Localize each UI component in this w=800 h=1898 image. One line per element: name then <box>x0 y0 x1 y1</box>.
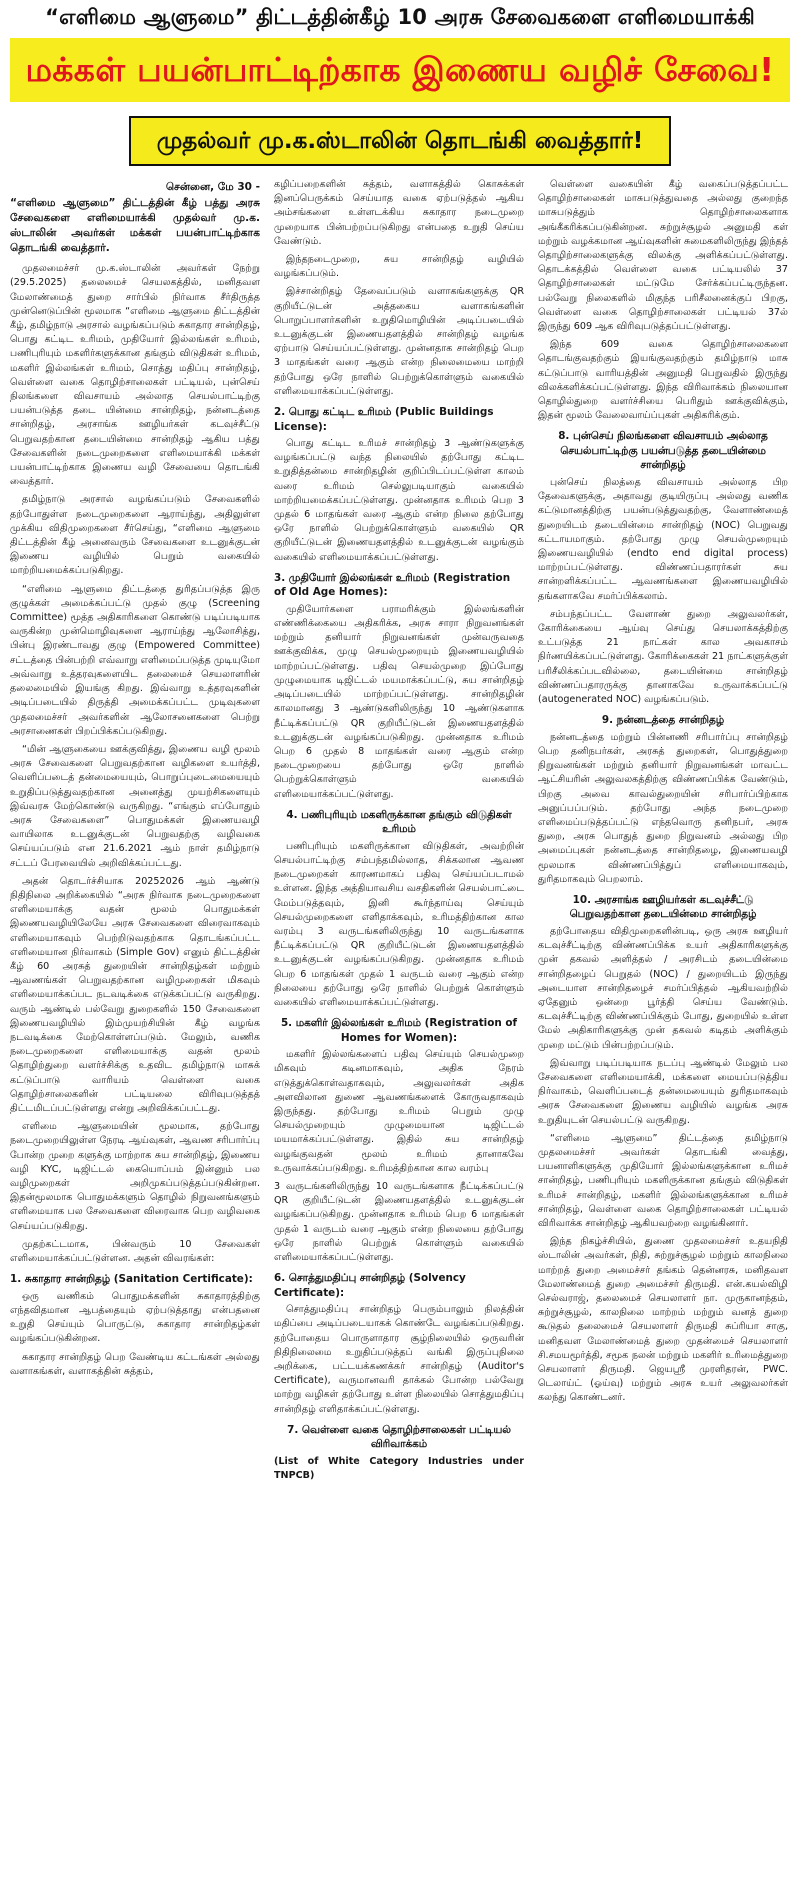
section-heading: 2. பொது கட்டிட உரிமம் (Public Buildings License): <box>274 406 494 433</box>
paragraph: கழிப்பறைகளின் சுத்தம், வளாகத்தில் கொசுக்கள் இனப்பெருக்கம் செய்யாத வகை ஏற்படுத்தல் ஆகிய அம்சங்களை உள்ளடக்கிய சுகாதார நடைமுறை முறையாக பின்பற்றப்படுகிறது என்பதை உறுதி செய்ய வேண்டும். <box>274 179 524 247</box>
paragraph: இந்தநடைமுறை, சுய சான்றிதழ் வழியில் வழங்கப்படும். <box>274 254 524 280</box>
paragraph: சம்பந்தப்பட்ட வேளாண் துறை அலுவலர்கள், கோரிக்கையை ஆய்வு செய்து செயலாக்கத்திற்கு உட்படுத்த 21 நாட்கள் கால அவகாசம் நிர்ணயிக்கப்பட்டுள்ளது. கோரிக்கைகள் 21 நாட்களுக்குள் பரிசீலிக்கப்படவில்லை, தடையின்மை சான்றிதழ் விண்ணப்பதாரருக்கு தானாகவே உருவாக்கப்பட்டு (autogenerated NOC) வழங்கப்படும். <box>538 608 788 705</box>
lead-paragraph: “எளிமை ஆளுமை” திட்டத்தின் கீழ் பத்து அரசு சேவைகளை எளிமையாக்கி முதல்வர் மு.க. ஸ்டாலின் அவர்கள் மக்கள் பயன்பாட்டிற்காக தொடங்கி வைத்தார். <box>10 197 260 255</box>
paragraph: பொது கட்டிட உரிமச் சான்றிதழ் 3 ஆண்டுகளுக்கு வழங்கப்பட்டு வந்த நிலையில் தற்போது கட்டிட உறுதித்தன்மை சான்றிதழின் குறிப்பிடப்பட்டுள்ள காலம் வரை உரிமம் செல்லுபடியாகும் வகையில் மாற்றியமைக்கப்பட்டுள்ளது. முன்னதாக உரிமம் பெற 3 முதல் 6 மாதங்கள் வரை ஆகும் என்ற நிலை தற்போது ஒரே நாளில் பெற்றுக்கொள்ளும் வகையில் QR குறியீட்டுடன் இணையதளத்தில் உடனுக்குடன் வழங்கும் வகையில் எளிமையாக்கப்பட்டுள்ளது. <box>274 438 524 563</box>
paragraph: தமிழ்நாடு அரசால் வழங்கப்படும் சேவைகளில் தற்போதுள்ள நடைமுறைகளை ஆராய்ந்து, அதிலுள்ள முக்கிய விதிமுறைகளை சீர்செய்து, “எளிமை ஆளுமை திட்டத்தின் கீழ் அனைவரும் சேவைகளை உடனுக்குடன் இணைய வழியில் பெறும் வகையில் மாற்றியமைக்கப்படுகிறது. <box>10 494 260 577</box>
article-columns <box>10 178 790 1890</box>
paragraph: முதலமைச்சர் மு.க.ஸ்டாலின் அவர்கள் நேற்று (29.5.2025) தலைமைச் செயலகத்தில், மனிதவள மேலாண்மைத் துறை சார்பில் நிர்வாக சீர்திருத்த முன்னெடுப்பின் மூலமாக “எளிமை ஆளுமை திட்டத்தின் கீழ், தமிழ்நாடு அரசால் வழங்கப்படும் சுகாதார சான்றிதழ், பொது கட்டிட உரிமம், முதியோர் இல்லங்கள் உரிமம், பணிபுரியும் மகளிர்களுக்கான தங்கும் விடுதிகள் உரிமம், மகளிர் இல்லங்கள் உரிமம், சொத்து மதிப்பு சான்றிதழ், வெள்ளை வகை தொழிற்சாலைகள் பட்டியல், புன்செய் நிலங்களை விவசாயம் அல்லாத செயல்பாட்டிற்கு பயன்படுத்த தடை யின்மை சான்றிதழ், நன்னடத்தை சான்றிதழ், அரசாங்க ஊழியர்கள் கடவுச்சீட்டு பெறுவதற்கான தடையின்மை சான்றிதழ் ஆகிய பத்து சேவைகளின் நடைமுறைகளை எளிமையாக்கி மக்கள் பயன்பாட்டிற்காக இணைய வழி சேவையை தொடங்கி வைத்தார். <box>10 263 260 488</box>
paragraph: “எளிமை ஆளுமை” திட்டத்தை தமிழ்நாடு முதலமைச்சர் அவர்கள் தொடங்கி வைத்து, பயனாளிகளுக்கு முதியோர் இல்லங்களுக்கான உரிமச் சான்றிதழ், பணிபுரியும் மகளிருக்கான தங்கும் விடுதிகள் உரிமச் சான்றிதழ், மகளிர் இல்லங்களுக்கான உரிமச் சான்றிதழ், வெள்ளை வகை தொழிற்சாலைகள் பட்டியல் விரிவாக்க சான்றிதழ் ஆகியவற்றை வழங்கினார். <box>538 1132 788 1229</box>
paragraph: சுகாதார சான்றிதழ் பெற வேண்டிய கட்டங்கள் அல்லது வளாகங்கள், வளாகத்தின் சுத்தம், <box>10 1351 260 1377</box>
paragraph: இவ்வாறு படிப்படியாக நடப்பு ஆண்டில் மேலும் பல சேவைகளை எளிமையாக்கி, மக்களை மையப்படுத்திய நிர்வாகம், வெளிப்படைத் தன்மையையும் துரிதமாகவும் அரசு சேவைகளை இணைய வழியில் வழங்க அரசு உறுதியுடன் செயல்பட்டு வருகிறது. <box>538 1057 788 1126</box>
paragraph: முதியோர்களை பராமரிக்கும் இல்லங்களின் எண்ணிக்கையை அதிகரிக்க, அரசு சாரா நிறுவனங்கள் மற்றும் தனியார் நிறுவனங்கள் முன்வருவதை ஊக்குவிக்க, முழு செயல்முறையும் இணையவழியில் மாற்றப்பட்டுள்ளது. பதிவு செயல்முறை இப்போது முழுமையாக டிஜிட்டல் மயமாக்கப்பட்டு, சுய சான்றிதழ் அடிப்படையில் மாற்றப்பட்டுள்ளது. சான்றிதழின் காலமானது 3 ஆண்டுகளிலிருந்து 10 ஆண்டுகளாக நீட்டிக்கப்பட்டு QR குறியீட்டுடன் இணையதளத்தில் உடனுக்குடன் வழங்கப்படுகிறது. முன்னதாக உரிமம் பெற 6 முதல் 8 மாதங்கள் வரை ஆகும் என்ற நடைமுறையை தற்போது ஒரே நாளில் பெற்றுக்கொள்ளும் வகையில் எளிமையாக்கப்பட்டுள்ளது. <box>274 603 524 800</box>
paragraph: இந்த 609 வகை தொழிற்சாலைகளை தொடங்குவதற்கும் இயங்குவதற்கும் தமிழ்நாடு மாசு கட்டுப்பாடு வாரியத்தின் அனுமதி பெறுவதில் இருந்து விலக்களிக்கப்பட்டுள்ளது. இந்த விரிவாக்கம் நிலையான தொழில்துறை வளர்ச்சியை பெரிதும் ஊக்குவிக்கும், இதன் மூலம் வேலைவாய்ப்புகள் அதிகரிக்கும். <box>538 339 788 422</box>
column-3 <box>538 178 788 1890</box>
paragraph: எளிமை ஆளுமையின் மூலமாக, தற்போது நடைமுறையிலுள்ள நேரடி ஆய்வுகள், ஆவண சரிபார்ப்பு போன்ற முறை களுக்கு மாற்றாக சுய சான்றிதழ், இணைய வழி KYC, டிஜிட்டல் கையொப்பம் இன்னும் பல வழிமுறைகள் அறிமுகப்படுத்தப்படுகின்றன. இதன்மூலமாக பொதுமக்களும் தொழில் நிறுவனங்களும் எளிமையாக பல சேவைகளை விரைவாக பெற வழிவகை செய்யப்படுகிறது. <box>10 1121 260 1232</box>
paragraph: புன்செய் நிலத்தை விவசாயம் அல்லாத பிற தேவைகளுக்கு, அதாவது குடியிருப்பு அல்லது வணிக கட்டுமானத்திற்கு பயன்படுத்துவதற்கு, வேளாண்மைத் துறையிடம் தடையின்மை சான்றிதழ் (NOC) பெறுவது கட்டாயமாகும். தற்போது முழு செயல்முறையும் இணையவழியில் (endto end digital process) மாற்றப்பட்டுள்ளது. விண்ணப்பதாரர்கள் சுய சான்றளிக்கப்பட்ட ஆவணங்களை இணையவழியில் தங்களாகவே சமர்ப்பிக்கலாம். <box>538 476 788 602</box>
section-heading: 9. நன்னடத்தை சான்றிதழ் <box>601 714 725 727</box>
section-heading: 7. வெள்ளை வகை தொழிற்சாலைகள் பட்டியல் விரிவாக்கம் <box>287 1423 511 1451</box>
paragraph: சொத்துமதிப்பு சான்றிதழ் பெரும்பாலும் நிலத்தின் மதிப்பை அடிப்படையாகக் கொண்டே வழங்கப்படுகிறது. தற்போதைய பொருளாதார சூழ்நிலையில் ஒருவரின் நிதிநிலைமை உறுதிப்படுத்தப் வங்கி இருப்புநிலை அறிக்கை, பட்டயக்கணக்கர் சான்றிதழ் (Auditor's Certificate), வருமானவரி தாக்கல் போன்ற பல்வேறு மாற்று வழிகள் தற்போது உள்ள நிலையில் சொத்துமதிப்பு சான்றிதழ் எளிதாக்கப்பட்டுள்ளது. <box>274 1304 524 1415</box>
section-heading: 1. சுகாதார சான்றிதழ் (Sanitation Certificate): <box>10 1273 253 1286</box>
paragraph: மகளிர் இல்லங்களைப் பதிவு செய்யும் செயல்முறை மிகவும் கடினமாகவும், அதிக நேரம் எடுத்துக்கொள்வதாகவும், அலுவலர்கள் அதிக அளவிலான துணை ஆவணங்களைக் கோருவதாகவும் இருந்தது. தற்போது உரிமம் பெறும் முழு செயல்முறையும் முழுமையான டிஜிட்டல் மயமாக்கப்பட்டுள்ளது. இதில் சுய சான்றிதழ் வழங்குவதன் மூலம் உரிமம் தானாகவே உருவாக்கப்படுகிறது. உரிமத்திற்கான கால வரம்பு <box>274 1049 524 1174</box>
paragraph: “எளிமை ஆளுமை திட்டத்தை துரிதப்படுத்த இரு குழுக்கள் அமைக்கப்பட்டு முதல் குழு (Screening Committee) மூத்த அதிகாரிகளை கொண்டு படிப்படியாக வருகின்ற முன்மொழிவுகளை ஆராய்ந்து ஆலோசித்து, பின்பு இரண்டாவது குழு (Empowered Committee) சட்டத்தை பின்பற்றி எவ்வாறு எளிமைப்படுத்த முடியுமோ அவ்வாறு உத்தரவுகளையிட தலைமைச் செயலாளரின் தலைமையில் இயங்கு கிறது. இவ்வாறு உத்தரவுகளின் அடிப்படையில் திருத்தி அமைக்கப்பட்ட முடிவுகளை முதலமைச்சர் அவர்களின் ஆலோசனைகளை பெற்று அரசாணைகள் பிறப்பிக்கப்படுகிறது. <box>10 583 260 737</box>
section-heading: 6. சொத்துமதிப்பு சான்றிதழ் (Solvency Certificate): <box>274 1272 466 1299</box>
section-heading: 8. புன்செய் நிலங்களை விவசாயம் அல்லாத செயல்பாட்டிற்கு பயன்படுத்த தடையின்மை சான்றிதழ் <box>558 430 768 472</box>
paragraph: இந்த நிகழ்ச்சியில், துணை முதலமைச்சர் உதயநிதி ஸ்டாலின் அவர்கள், நிதி, சுற்றுச்சூழல் மற்றும் காலநிலை மாற்றத் துறை அமைச்சர் தங்கம் தென்னரசு, மனிதவள மேலாண்மைத் துறை அமைச்சர் திருமதி. என்.கயல்விழி செல்வராஜ், தலைமைச் செயலாளர் நா. முருகானந்தம், சுற்றுச்சூழல், காலநிலை மாற்றம் மற்றும் வனத் துறை கூடுதல் தலைமைச் செயலாளர் திருமதி சுப்ரியா சாகு, மனிதவள மேலாண்மைத் துறை முதன்மைச் செயலாளர் சி.சமயமூர்த்தி, சமூக நலன் மற்றும் மகளிர் உரிமைத்துறை செயலாளர் திருமதி. ஜெயஸ்ரீ முரளிதரன், PWC. டெலாய்ட் (ஓய்வு) மற்றும் அரசு உயர் அலுவலர்கள் கலந்து கொண்டனர். <box>538 1236 788 1404</box>
subheadline-wrap <box>0 116 800 170</box>
paragraph: 3 வருடங்களிலிருந்து 10 வருடங்களாக நீட்டிக்கப்பட்டு QR குறியீட்டுடன் இணையதளத்தில் உடனுக்குடன் வழங்கப்படுகிறது. முன்னதாக உரிமம் பெற 6 மாதங்கள் முதல் 1 வருடம் வரை ஆகும் என்ற நிலையை தற்போது ஒரே நாளில் பெற்றுக் கொள்ளும் வகையில் எளிமையாக்கப்பட்டுள்ளது. <box>274 1180 524 1263</box>
paragraph: வெள்ளை வகையின் கீழ் வகைப்படுத்தப்பட்ட தொழிற்சாலைகள் மாசுபடுத்துவதை அல்லது குறைந்த மாசுபடுத்தும் தொழிற்சாலைகளாக அங்கீகரிக்கப்படுகின்றன. சுற்றுச்சூழல் அனுமதி கள் மற்றும் வழக்கமான ஆய்வுகளின் சுமைகளிலிருந்து இந்தத் தொழிற்சாலைகளுக்கு விலக்கு அளிக்கப்பட்டுள்ளது. தொடக்கத்தில் வெள்ளை வகை பட்டியலில் 37 தொழிற்சாலைகள் மட்டுமே சேர்க்கப்பட்டிருந்தன. பல்வேறு நிலைகளில் மிகுந்த பரிசீலனைக்குப் பிறகு, வெள்ளை வகை தொழிற்சாலைகள் பட்டியல் 37ல் இருந்து 609 ஆக விரிவுபடுத்தப்பட்டுள்ளது. <box>538 179 788 333</box>
paragraph: ஒரு வணிகம் பொதுமக்களின் சுகாதாரத்திற்கு எந்தவிதமான ஆபத்தையும் ஏற்படுத்தாது என்பதனை உறுதி செய்யும் பொருட்டு, சுகாதார சான்றிதழ்கள் வழங்கப்படுகின்றன. <box>10 1290 260 1345</box>
section-heading: 3. முதியோர் இல்லங்கள் உரிமம் (Registration of Old Age Homes): <box>274 571 511 599</box>
main-headline: மக்கள் பயன்பாட்டிற்காக இணைய வழிச் சேவை! <box>10 38 790 102</box>
column-1 <box>10 178 260 1890</box>
column-2 <box>274 178 524 1890</box>
subheadline: முதல்வர் மு.க.ஸ்டாலின் தொடங்கி வைத்தார்! <box>129 116 672 166</box>
kicker-headline: “எளிமை ஆளுமை” திட்டத்தின்கீழ் 10 அரசு சேவைகளை எளிமையாக்கி <box>45 5 755 29</box>
paragraph: “மின் ஆளுகையை ஊக்குவித்து, இணைய வழி மூலம் அரசு சேவைகளை பெறுவதற்கான வழிகளை உயர்த்தி, வெளிப்படைத் தன்மையையும், பொறுப்புடைமையையும் உறுதிப்படுத்துவதற்கான அனைத்து முயற்சிகளையும் இவ்வரசு மேற்கொண்டு வருகிறது. “எங்கும் எப்போதும் அரசு சேவைகளை” பொதுமக்கள் இணையவழி வாயிலாக உடனுக்குடன் பெறுவதற்கு வழிவகை செய்யப்படும் என 21.6.2021 ஆம் நாள் தமிழ்நாடு சட்டப் பேரவையில் அறிவிக்கப்பட்டது. <box>10 743 260 869</box>
paragraph: முதற்கட்டமாக, பின்வரும் 10 சேவைகள் எளிமையாக்கப்பட்டுள்ளன. அதன் விவரங்கள்: <box>10 1238 260 1265</box>
dateline: சென்னை, மே 30 - <box>165 181 260 193</box>
paragraph: பணிபுரியும் மகளிருக்கான விடுதிகள், அவற்றின் செயல்பாட்டிற்கு சம்பந்தமில்லாத, சிக்கலான ஆவண நடைமுறைகள் காரணமாகப் பதிவு செய்யப்படாமல் உள்ளன. இந்த அத்தியாவசிய வசதிகளின் செயல்பாட்டை மேம்படுத்தவும், இனி கூர்ந்தாய்வு செய்யும் செயல்முறைகளை எளிதாக்கவும், உரிமத்திற்கான கால வரம்பு 3 வருடங்களிலிருந்து 10 வருடங்களாக நீட்டிக்கப்பட்டு QR குறியீட்டுடன் இணையதளத்தில் உடனுக்குடன் வழங்கப்படுகிறது. முன்னதாக உரிமம் பெற 6 மாதங்கள் முதல் 1 வருடம் வரை ஆகும் என்ற நிலையை தற்போது ஒரே நாளில் பெற்றுக் கொள்ளும் வகையில் எளிமையாக்கப்பட்டுள்ளது. <box>274 840 524 1008</box>
paragraph: நன்னடத்தை மற்றும் பின்னணி சரிபார்ப்பு சான்றிதழ் பெற தனிநபர்கள், அரசுத் துறைகள், பொதுத்துறை நிறுவனங்கள் மற்றும் தனியார் நிறுவனங்கள் மாவட்ட ஆட்சியரின் அலுவலகத்திற்கு விண்ணப்பிக்க வேண்டும், பிறகு அவை காவல்துறையின் சரிபார்ப்பிற்காக அனுப்பப்படும். தற்போது அந்த நடைமுறை எளிமைப்படுத்தப்பட்டு எந்தவொரு தனிநபர், அரசு துறை, அரசு பொதுத் துறை நிறுவனம் அல்லது பிற அமைப்புகள் நன்னடத்தை சான்றிதழை, இணையவழி மூலமாக விண்ணப்பித்துப் எளிமையாகவும், துரிதமாகவும் பெறலாம். <box>538 731 788 885</box>
paragraph: (List of White Category Industries under TNPCB) <box>274 1455 524 1482</box>
paragraph: இச்சான்றிதழ் தேவைப்படும் வளாகங்களுக்கு QR குறியீட்டுடன் அத்தகைய வளாகங்களின் பொறுப்பாளர்களின் உறுதிமொழியின் அடிப்படையில் உடனுக்குடன் இணையதளத்தில் சான்றிதழ் வழங்க ஏற்பாடு செய்யப்பட்டுள்ளது. முன்னதாக சான்றிதழ் பெற 3 மாதங்கள் வரை ஆகும் என்ற நிலைமையை மாற்றி தற்போது ஒரே நாளில் பெற்றுக்கொள்ளும் வகையில் எளிமையாக்கப்பட்டுள்ளது. <box>274 286 524 397</box>
paragraph: அதன் தொடர்ச்சியாக 20252026 ஆம் ஆண்டு நிதிநிலை அறிக்கையில் “அரசு நிர்வாக நடைமுறைகளை எளிமையாக்கு வதன் மூலம் பொதுமக்கள் இணையவழியிலேயே அரசு சேவைகளை விரைவாகவும் எளிமையாகவும் பெற்றிடுவதற்காக தொடங்கப்பட்ட எளிமையான நிர்வாகம் (Simple Gov) எனும் திட்டத்தின் கீழ் 60 அரசுத் துறையின் சான்றிதழ்கள் மற்றும் ஆவணங்கள் பெறுவதற்கான வழிமுறைகள் மிகவும் எளிமையாக்கப்பட நடவடிக்கை எடுக்கப்பட்டு வருகிறது. வரும் ஆண்டில் பல்வேறு துறைகளில் 150 சேவைகளை இணையவழியில் இம்முயற்சியின் கீழ் வழங்க நடவடிக்கை மேற்கொள்ளப்படும். மேலும், வணிக நடைமுறைகளை எளிமையாக்கு வதன் மூலம் தொழிற்துறை வளர்ச்சிக்கு உதவிட தமிழ்நாடு மாசுக் கட்டுப்பாடு வாரியம் வெள்ளை வகை தொழிற்சாலைகளின் பட்டியலை விரிவுபடுத்தத் திட்டமிடப்பட்டுள்ளது என்று அறிவிக்கப்பட்டது. <box>10 875 260 1114</box>
section-heading: 4. பணிபுரியும் மகளிருக்கான தங்கும் விடுதிகள் உரிமம் <box>286 808 512 836</box>
paragraph: தற்போதைய விதிமுறைகளின்படி, ஒரு அரசு ஊழியர் கடவுச்சீட்டிற்கு விண்ணப்பிக்க உயர் அதிகாரிகளுக்கு முன் தகவல் அளித்தல் / அரசிடம் தடையின்மை சான்றிதழைப் பெறுதல் (NOC) / துறையிடம் இருந்து அடையாள சான்றிதழைச் சமர்ப்பித்தல் ஆகியவற்றில் ஏதேனும் ஒன்றை பூர்த்தி செய்ய வேண்டும். கடவுச்சீட்டிற்கு விண்ணப்பிக்கும் போது, துறையில் உள்ள மேல் அதிகாரிகளுக்கு முன் தகவல் கடிதம் அளிக்கும் முறை மட்டும் பின்பற்றப்படும். <box>538 925 788 1051</box>
section-heading: 5. மகளிர் இல்லங்கள் உரிமம் (Registration of Homes for Women): <box>280 1017 518 1044</box>
section-heading: 10. அரசாங்க ஊழியர்கள் கடவுச்சீட்டு பெறுவதற்கான தடையின்மை சான்றிதழ் <box>569 893 757 921</box>
